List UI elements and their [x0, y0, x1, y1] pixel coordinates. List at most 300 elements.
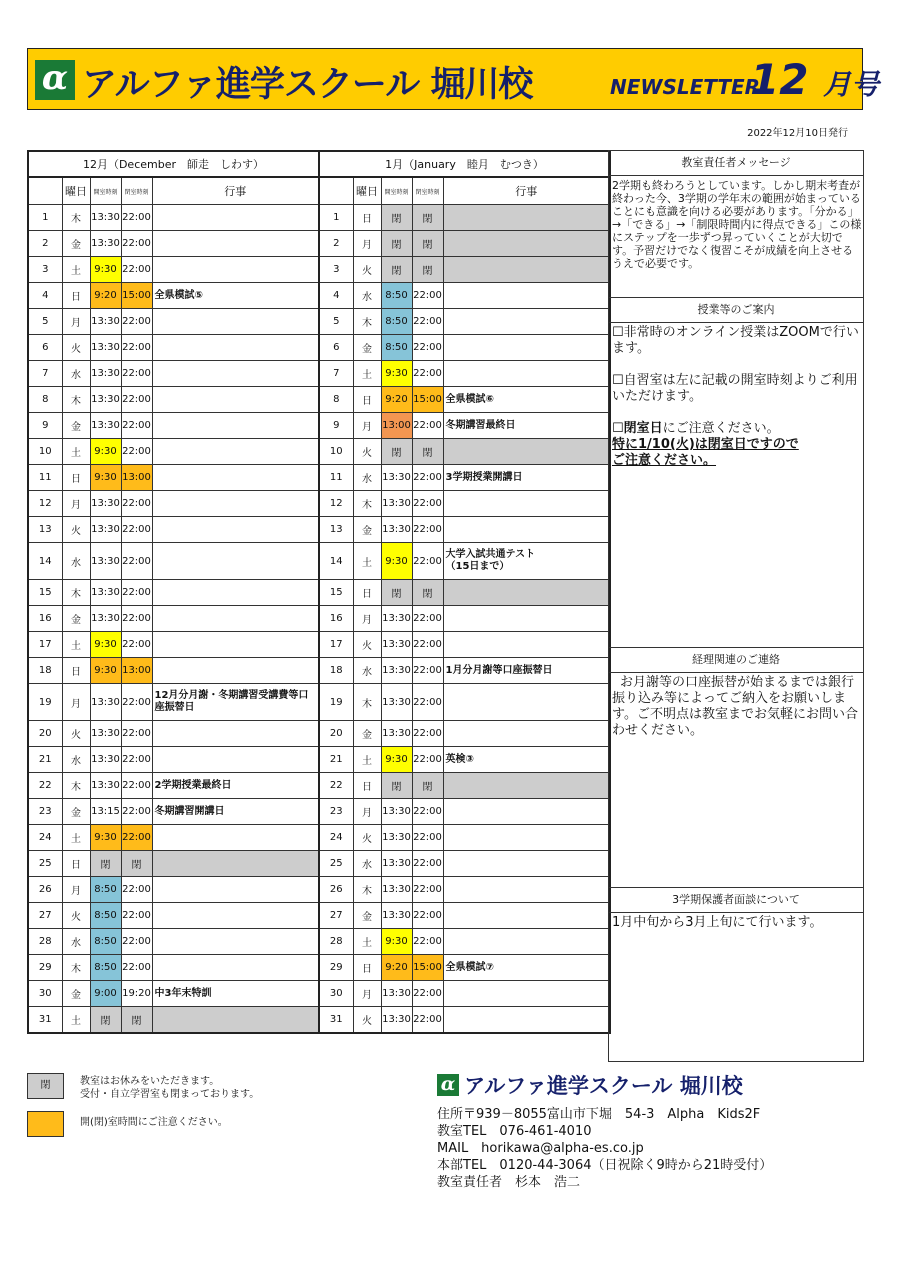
date-cell	[28, 387, 62, 413]
event-cell	[443, 799, 610, 825]
event-cell	[443, 825, 610, 851]
date-cell	[319, 684, 353, 721]
close-cell-text: 閉	[422, 589, 433, 600]
date-cell-text: 14	[329, 555, 343, 567]
dow-cell	[62, 491, 90, 517]
date-cell-text: 20	[38, 728, 52, 739]
date-cell	[319, 465, 353, 491]
notice-online: ☐非常時のオンライン授業はZOOMで行います。	[612, 325, 859, 356]
open-cell	[90, 387, 121, 413]
dow-cell-text: 木	[71, 396, 81, 407]
open-cell-text: 9:30	[94, 472, 117, 483]
col-dow: 曜日	[62, 177, 90, 205]
dow-cell-text: 月	[362, 808, 372, 819]
event-cell	[443, 773, 610, 799]
table-row	[319, 413, 610, 439]
table-row	[28, 877, 319, 903]
dow-cell	[353, 580, 381, 606]
dow-cell	[353, 413, 381, 439]
date-cell-text: 22	[38, 780, 52, 791]
close-cell-text: 13:00	[122, 665, 151, 676]
dow-cell	[62, 257, 90, 283]
date-cell-text: 5	[42, 316, 49, 327]
table-row	[319, 439, 610, 465]
table-row	[319, 491, 610, 517]
close-cell	[121, 877, 152, 903]
event-cell	[443, 491, 610, 517]
close-cell-text: 22:00	[413, 1013, 442, 1025]
dow-cell	[62, 955, 90, 981]
close-cell	[412, 658, 443, 684]
table-row	[28, 205, 319, 231]
event-cell	[443, 413, 610, 439]
close-cell	[412, 955, 443, 981]
open-cell-text: 13:30	[382, 858, 411, 869]
close-cell	[121, 205, 152, 231]
dow-cell	[353, 517, 381, 543]
dow-cell	[353, 684, 381, 721]
dow-cell-text: 日	[362, 782, 372, 793]
open-cell	[381, 465, 412, 491]
open-cell-text: 13:30	[91, 316, 120, 327]
notice-closed-day	[612, 421, 862, 437]
date-cell	[28, 955, 62, 981]
message-body: 2学期も終わろうとしています。しかし期末考査が終わった今、3学期の学年末の範囲が始まっていることにも意識を向ける必要があります。「分かる」→「できる」→「制限時間内に得点できる」この様にステップを一歩ずつ昇っていくことが大切です。予習だけでなく復習こそが成績を向上させるうえで必要です。	[612, 179, 862, 270]
dow-cell	[353, 439, 381, 465]
col-close: 閉室時刻	[412, 177, 443, 205]
dow-cell	[353, 903, 381, 929]
open-cell-text: 9:30	[385, 754, 408, 765]
table-row	[28, 773, 319, 799]
dow-cell-text: 水	[71, 938, 81, 949]
close-cell-text: 15:00	[413, 394, 442, 405]
table-row	[28, 1007, 319, 1033]
table-row	[28, 231, 319, 257]
close-cell-text: 13:00	[122, 472, 151, 483]
newsletter-label: NEWSLETTER	[610, 75, 761, 99]
event-cell	[443, 747, 610, 773]
notice-title: 授業等のご案内	[609, 297, 863, 323]
event-cell	[152, 981, 319, 1007]
event-subtext: （15日まで）	[445, 561, 510, 572]
january-rows	[319, 205, 610, 1033]
dow-cell-text: 木	[362, 500, 372, 511]
close-cell	[121, 439, 152, 465]
manager: 教室責任者 杉本 浩二	[437, 1175, 581, 1190]
billing-title: 経理関連のご連絡	[609, 647, 863, 673]
open-cell	[90, 465, 121, 491]
meeting-body: 1月中旬から3月上旬にて行います。	[612, 915, 823, 930]
open-cell	[381, 283, 412, 309]
table-row	[319, 361, 610, 387]
dow-cell-text: 金	[71, 240, 81, 251]
event-cell-text: 冬期講習開講日	[154, 805, 225, 817]
dow-cell	[62, 309, 90, 335]
open-cell-text: 閉	[100, 1015, 111, 1027]
date-cell	[319, 721, 353, 747]
close-cell	[412, 773, 443, 799]
event-cell	[443, 361, 610, 387]
close-cell-text: 22:00	[413, 342, 442, 353]
meeting-title: 3学期保護者面談について	[609, 887, 863, 913]
dow-cell-text: 金	[71, 990, 81, 1001]
open-cell-text: 13:30	[382, 639, 411, 650]
dow-cell	[353, 543, 381, 580]
close-cell	[412, 335, 443, 361]
open-cell	[381, 580, 412, 606]
close-cell	[121, 580, 152, 606]
open-cell-text: 13:30	[91, 368, 120, 379]
open-cell-text: 8:50	[385, 342, 408, 353]
open-cell	[381, 747, 412, 773]
open-cell	[381, 205, 412, 231]
close-cell	[412, 580, 443, 606]
close-cell-text: 22:00	[413, 936, 442, 947]
notice-body	[612, 325, 862, 469]
dow-cell-text: 土	[362, 756, 372, 767]
date-cell-text: 12	[329, 498, 343, 509]
close-cell	[121, 257, 152, 283]
open-cell	[90, 335, 121, 361]
open-cell	[381, 606, 412, 632]
dow-cell	[353, 929, 381, 955]
open-cell	[381, 632, 412, 658]
open-cell	[381, 721, 412, 747]
dow-cell-text: 土	[71, 266, 81, 277]
event-cell-text: 全県模試⑥	[445, 393, 494, 405]
close-cell	[412, 465, 443, 491]
table-row	[28, 684, 319, 721]
dow-cell	[62, 747, 90, 773]
dow-cell-text: 火	[71, 730, 81, 741]
event-cell-text: 全県模試⑦	[445, 961, 494, 973]
close-cell	[412, 1007, 443, 1033]
dow-cell	[353, 1007, 381, 1033]
date-cell	[319, 606, 353, 632]
event-cell	[443, 309, 610, 335]
close-cell	[121, 747, 152, 773]
date-cell	[319, 929, 353, 955]
dow-cell	[62, 877, 90, 903]
event-cell	[152, 684, 319, 721]
open-cell-text: 9:20	[385, 394, 408, 405]
open-cell-text: 13:30	[382, 728, 411, 739]
dow-cell	[62, 799, 90, 825]
date-cell-text: 29	[38, 962, 52, 973]
event-cell	[152, 387, 319, 413]
dow-cell	[353, 205, 381, 231]
january-calendar	[318, 150, 611, 1034]
dow-cell-text: 水	[362, 474, 372, 485]
open-cell	[90, 799, 121, 825]
date-cell-text: 14	[38, 555, 52, 567]
dow-cell-text: 水	[362, 667, 372, 678]
issue-number	[750, 55, 879, 104]
close-cell-text: 22:00	[122, 832, 151, 843]
open-cell	[381, 543, 412, 580]
event-cell	[443, 231, 610, 257]
open-cell-text: 13:30	[91, 420, 120, 431]
table-row	[319, 981, 610, 1007]
date-cell-text: 5	[333, 316, 340, 327]
dow-cell	[62, 851, 90, 877]
open-cell	[90, 413, 121, 439]
dow-cell-text: 月	[362, 615, 372, 626]
close-cell-text: 22:00	[122, 420, 151, 431]
open-cell	[90, 903, 121, 929]
close-cell-text: 22:00	[413, 858, 442, 869]
table-row	[319, 517, 610, 543]
open-cell-text: 13:30	[382, 498, 411, 509]
dow-cell-text: 火	[362, 448, 372, 459]
table-row	[28, 517, 319, 543]
close-cell-text: 22:00	[413, 988, 442, 999]
dow-cell-text: 日	[362, 589, 372, 600]
open-cell-text: 閉	[391, 448, 402, 459]
event-cell-text: 冬期講習最終日	[445, 419, 516, 431]
table-row	[319, 283, 610, 309]
close-cell-text: 閉	[422, 448, 433, 459]
event-cell	[152, 851, 319, 877]
dow-cell-text: 火	[71, 912, 81, 923]
open-cell	[90, 851, 121, 877]
col-event: 行事	[443, 177, 610, 205]
dow-cell	[62, 387, 90, 413]
event-cell	[152, 955, 319, 981]
open-cell	[381, 929, 412, 955]
dow-cell	[353, 851, 381, 877]
dow-cell	[353, 747, 381, 773]
open-cell-text: 13:30	[91, 587, 120, 598]
close-cell-text: 22:00	[413, 665, 442, 676]
dow-cell-text: 月	[362, 240, 372, 251]
date-cell	[319, 439, 353, 465]
open-cell-text: 9:30	[94, 665, 117, 676]
date-cell-text: 28	[38, 936, 52, 947]
alpha-logo-icon: α	[35, 60, 75, 100]
close-cell	[121, 799, 152, 825]
table-row	[319, 632, 610, 658]
open-cell-text: 13:30	[91, 754, 120, 765]
close-cell-text: 22:00	[122, 696, 151, 708]
dow-cell	[62, 543, 90, 580]
dow-cell	[353, 387, 381, 413]
date-cell-text: 6	[42, 342, 49, 353]
close-cell	[412, 309, 443, 335]
close-cell	[121, 231, 152, 257]
date-cell-text: 10	[329, 446, 343, 457]
open-cell	[90, 361, 121, 387]
date-cell	[28, 684, 62, 721]
open-cell	[381, 335, 412, 361]
col-event: 行事	[152, 177, 319, 205]
date-cell-text: 11	[38, 472, 52, 483]
table-row	[28, 257, 319, 283]
close-cell-text: 22:00	[413, 524, 442, 535]
close-cell-text: 22:00	[413, 368, 442, 379]
date-cell	[28, 981, 62, 1007]
date-cell-text: 21	[329, 754, 343, 765]
date-cell-text: 25	[38, 858, 52, 869]
open-cell	[381, 309, 412, 335]
dow-cell	[62, 773, 90, 799]
dow-cell	[353, 632, 381, 658]
legend-time-swatch	[27, 1111, 64, 1137]
open-cell-text: 13:30	[91, 524, 120, 535]
date-cell	[319, 658, 353, 684]
open-cell	[381, 684, 412, 721]
table-row	[28, 747, 319, 773]
event-cell	[443, 543, 610, 580]
dow-cell	[62, 205, 90, 231]
date-cell-text: 1	[42, 212, 49, 223]
date-cell-text: 9	[42, 420, 49, 431]
open-cell	[381, 825, 412, 851]
date-cell	[28, 283, 62, 309]
date-cell	[28, 580, 62, 606]
date-cell-text: 3	[42, 264, 49, 275]
open-cell-text: 13:30	[382, 696, 411, 708]
date-cell	[28, 799, 62, 825]
event-cell	[443, 903, 610, 929]
dow-cell	[353, 773, 381, 799]
dow-cell-text: 金	[362, 912, 372, 923]
dow-cell-text: 木	[71, 214, 81, 225]
open-cell	[381, 1007, 412, 1033]
close-cell-text: 22:00	[413, 832, 442, 843]
date-cell-text: 3	[333, 264, 340, 275]
date-cell-text: 7	[333, 368, 340, 379]
date-cell	[28, 773, 62, 799]
open-cell	[90, 439, 121, 465]
date-cell-text: 22	[329, 780, 343, 791]
open-cell	[90, 580, 121, 606]
table-row	[319, 543, 610, 580]
dow-cell	[353, 257, 381, 283]
open-cell-text: 13:30	[91, 238, 120, 249]
date-cell-text: 23	[38, 806, 52, 817]
dow-cell	[62, 465, 90, 491]
open-cell	[90, 747, 121, 773]
close-cell-text: 22:00	[122, 368, 151, 379]
close-cell	[121, 387, 152, 413]
event-cell	[152, 747, 319, 773]
dow-cell	[62, 684, 90, 721]
date-cell-text: 20	[329, 728, 343, 739]
dow-cell	[62, 658, 90, 684]
close-cell	[121, 335, 152, 361]
notice-study-room: ☐自習室は左に記載の開室時刻よりご利用いただけます。	[612, 373, 858, 404]
close-cell	[412, 439, 443, 465]
close-cell	[121, 1007, 152, 1033]
close-cell	[121, 684, 152, 721]
open-cell	[90, 231, 121, 257]
date-cell	[28, 335, 62, 361]
open-cell-text: 8:50	[94, 962, 117, 973]
date-cell-text: 27	[38, 910, 52, 921]
dow-cell-text: 金	[71, 615, 81, 626]
close-cell-text: 22:00	[122, 498, 151, 509]
open-cell	[381, 257, 412, 283]
date-cell	[319, 799, 353, 825]
table-row	[28, 335, 319, 361]
close-cell	[412, 543, 443, 580]
date-cell	[319, 231, 353, 257]
dow-cell-text: 月	[71, 318, 81, 329]
open-cell	[90, 684, 121, 721]
event-cell-text: 3学期授業開講日	[445, 471, 523, 483]
table-row	[319, 851, 610, 877]
open-cell	[90, 632, 121, 658]
table-row	[28, 981, 319, 1007]
event-cell	[152, 283, 319, 309]
event-cell	[443, 517, 610, 543]
close-cell-text: 22:00	[122, 316, 151, 327]
dow-cell-text: 火	[362, 1015, 372, 1027]
open-cell-text: 13:30	[91, 613, 120, 624]
dow-cell-text: 水	[71, 756, 81, 767]
dow-cell-text: 土	[71, 448, 81, 459]
table-row	[319, 799, 610, 825]
dow-cell-text: 水	[362, 292, 372, 303]
table-row	[28, 721, 319, 747]
dow-cell-text: 木	[362, 698, 372, 710]
dow-cell-text: 土	[71, 641, 81, 652]
event-cell-text: 1月分月謝等口座振替日	[445, 664, 553, 676]
date-cell-text: 19	[329, 696, 343, 708]
legend-time-text: 開(閉)室時間にご注意ください。	[80, 1117, 228, 1128]
address: 住所〒939－8055富山市下堀 54-3 Alpha Kids2F	[437, 1107, 761, 1122]
date-cell-text: 24	[329, 832, 343, 843]
open-cell	[90, 606, 121, 632]
close-cell	[121, 606, 152, 632]
open-cell-text: 13:30	[382, 806, 411, 817]
dow-cell-text: 火	[362, 834, 372, 845]
close-cell-text: 19:20	[122, 988, 151, 999]
open-cell	[381, 981, 412, 1007]
dow-cell-text: 日	[71, 667, 81, 678]
table-row	[28, 491, 319, 517]
date-cell	[319, 205, 353, 231]
close-cell-text: 22:00	[122, 587, 151, 598]
open-cell	[90, 825, 121, 851]
event-cell	[152, 413, 319, 439]
open-cell-text: 13:30	[382, 988, 411, 999]
dow-cell	[62, 632, 90, 658]
close-cell	[412, 684, 443, 721]
date-cell-text: 16	[329, 613, 343, 624]
close-cell-text: 22:00	[413, 728, 442, 739]
col-open: 開室時刻	[90, 177, 121, 205]
table-row	[28, 283, 319, 309]
open-cell	[381, 877, 412, 903]
dow-cell	[62, 981, 90, 1007]
dow-cell	[62, 903, 90, 929]
dow-cell-text: 木	[362, 318, 372, 329]
event-cell	[443, 387, 610, 413]
date-cell-text: 2	[42, 238, 49, 249]
open-cell	[90, 491, 121, 517]
open-cell	[381, 231, 412, 257]
dow-cell-text: 木	[71, 782, 81, 793]
close-cell	[412, 799, 443, 825]
open-cell	[381, 387, 412, 413]
table-row	[319, 387, 610, 413]
event-cell	[152, 517, 319, 543]
table-row	[28, 825, 319, 851]
table-row	[28, 632, 319, 658]
open-cell-text: 9:30	[94, 446, 117, 457]
